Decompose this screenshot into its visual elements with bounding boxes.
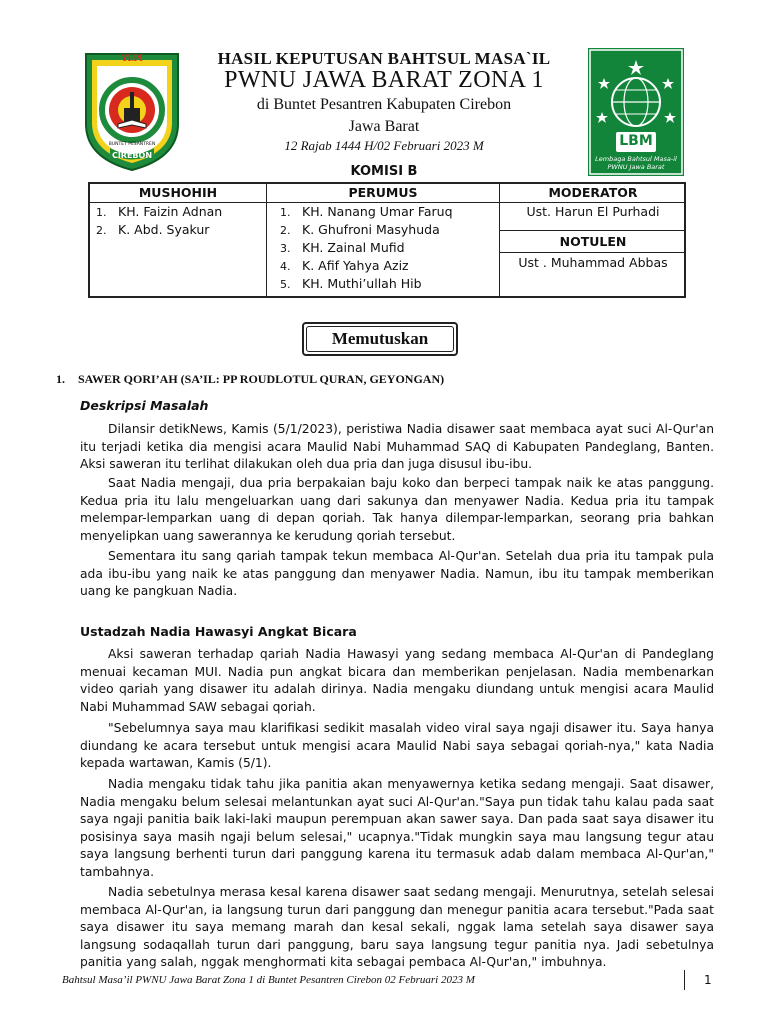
footer-text: Bahtsul Masa’il PWNU Jawa Barat Zona 1 di Buntet Pesantren Cirebon 02 Februari 2023 M (62, 974, 475, 986)
memutuskan-label: Memutuskan (306, 326, 454, 352)
logo-bottom-text: CIREBON (111, 151, 153, 160)
paragraph: Nadia mengaku tidak tahu jika panitia akan menyawernya ketika sedang mengaji. Saat disawer, Nadia mengaku belum selesai melantunkan ayat suci Al-Qur'an."Saya pun tidak tahu kalau pada saat saya ngaji panitia baik laki-laki maupun perempuan akan sawer saya. Dan pada saat saya disawer itu posisinya saya masih ngaji belum selesai," ucapnya."Tidak mungkin saya mau langsung tegur atau saya langsung berhenti turun dari panggung karena itu termasuk adab dalam membaca Al-Qur'an," tambahnya. (80, 777, 714, 879)
moderator-name: Ust. Harun El Purhadi (526, 204, 660, 219)
memutuskan-box (302, 322, 458, 356)
lbm-badge: LBM (619, 133, 653, 149)
mushohih-list (96, 203, 222, 239)
komisi-label: KOMISI B (350, 164, 418, 179)
list-item: 4. K. Afif Yahya Aziz (280, 258, 409, 273)
paragraph: Sementara itu sang qariah tampak tekun membaca Al-Qur'an. Setelah dua pria itu tampak pula ada ibu-ibu yang naik ke atas panggung dan menyawer Nadia. Namun, ibu itu tampak memberikan uang ke pangkuan Nadia. (80, 549, 714, 599)
doc-subtitle-line2: Jawa Barat (348, 118, 420, 135)
notulen-header: NOTULEN (559, 234, 627, 249)
perumus-header: PERUMUS (348, 185, 418, 200)
subheading: Ustadzah Nadia Hawasyi Angkat Bicara (80, 624, 357, 639)
doc-title-line1: HASIL KEPUTUSAN BAHTSUL MASA`IL (217, 49, 551, 68)
section-heading: 1. SAWER QORI’AH (SA’IL: PP ROUDLOTUL QURAN, GEYONGAN) (56, 372, 445, 386)
paragraph: Nadia sebetulnya merasa kesal karena disawer saat sedang mengaji. Menurutnya, setelah selesai membaca Al-Qur'an, ia langsung turun dari panggung dan menegur panitia acara tersebut."Pada saat saya disawer itu saya memang marah dan kesal sekali, nggak lama setelah saya disawer saya langsung sodaqallah turun dari panggung, baru saya langsung tegur panitia nya. Jadi sebetulnya panitia yang salah, nggak menghormati kita sebagai pembaca Al-Qur'an," imbuhnya. (80, 885, 714, 970)
lbm-caption-2: PWNU Jawa Barat (607, 163, 665, 171)
footer-divider (684, 970, 685, 990)
logo-ring-text: BUNTET PESANTREN (108, 142, 156, 147)
paragraph: Aksi saweran terhadap qariah Nadia Hawasyi yang sedang membaca Al-Qur'an di Pandeglang menuai kecaman MUI. Nadia pun angkat bicara dan memberikan penjelasan. Nadia membenarkan video qariah yang disawer itu adalah dirinya. Nadia mengaku diundang untuk mengisi acara Maulid Nabi Muhammad SAW sebagai qoriah. (80, 647, 714, 714)
committee-table (88, 182, 686, 298)
page-number: 1 (704, 973, 712, 987)
list-item: 2. K. Ghufroni Masyhuda (280, 222, 440, 237)
perumus-list (280, 203, 453, 293)
lbm-caption-1: Lembaga Bahtsul Masa-il (595, 155, 677, 163)
deskripsi-label: Deskripsi Masalah (80, 398, 209, 413)
list-item: 3. KH. Zainal Mufid (280, 240, 405, 255)
doc-date: 12 Rajab 1444 H/02 Februari 2023 M (284, 138, 484, 153)
notulen-name: Ust . Muhammad Abbas (518, 255, 668, 270)
moderator-header: MODERATOR (548, 185, 638, 200)
doc-title-line2: PWNU JAWA BARAT ZONA 1 (224, 67, 544, 93)
paragraph: Dilansir detikNews, Kamis (5/1/2023), peristiwa Nadia disawer saat membaca ayat suci Al-Qur'an itu terjadi ketika dia mengisi acara Maulid Nabi Muhammad SAQ di Kabupaten Pandeglang, Banten. Aksi saweran itu terlihat dilakukan oleh dua pria dan juga disusul ibu-ibu. (80, 422, 714, 472)
logo-top-text: YLPI (121, 53, 143, 63)
mushohih-header: MUSHOHIH (138, 185, 218, 200)
paragraph: Saat Nadia mengaji, dua pria berpakaian baju koko dan berpeci tampak naik ke atas panggung. Kedua pria itu lalu mengeluarkan uang dari sakunya dan menyawer Nadia. Kedua pria itu tampak melempar-lemparkan uang di depan qoriah. Tak hanya dilempar-lemparkan, seorang pria bahkan menyelipkan uang sawerannya ke kerudung qoriah tersebut. (80, 476, 714, 543)
paragraph: "Sebelumnya saya mau klarifikasi sedikit masalah video viral saya ngaji disawer itu. Saya hanya diundang ke acara tersebut untuk mengisi acara Maulid Nabi saya sebagai qoriah-nya," kata Nadia kepada wartawan, Kamis (5/1). (80, 721, 714, 771)
list-item: 1. KH. Faizin Adnan (96, 204, 223, 219)
list-item: 1. KH. Nanang Umar Faruq (280, 204, 453, 219)
list-item: 2. K. Abd. Syakur (96, 222, 210, 237)
doc-subtitle-line1: di Buntet Pesantren Kabupaten Cirebon (256, 96, 512, 113)
list-item: 5. KH. Muthi’ullah Hib (280, 276, 422, 291)
